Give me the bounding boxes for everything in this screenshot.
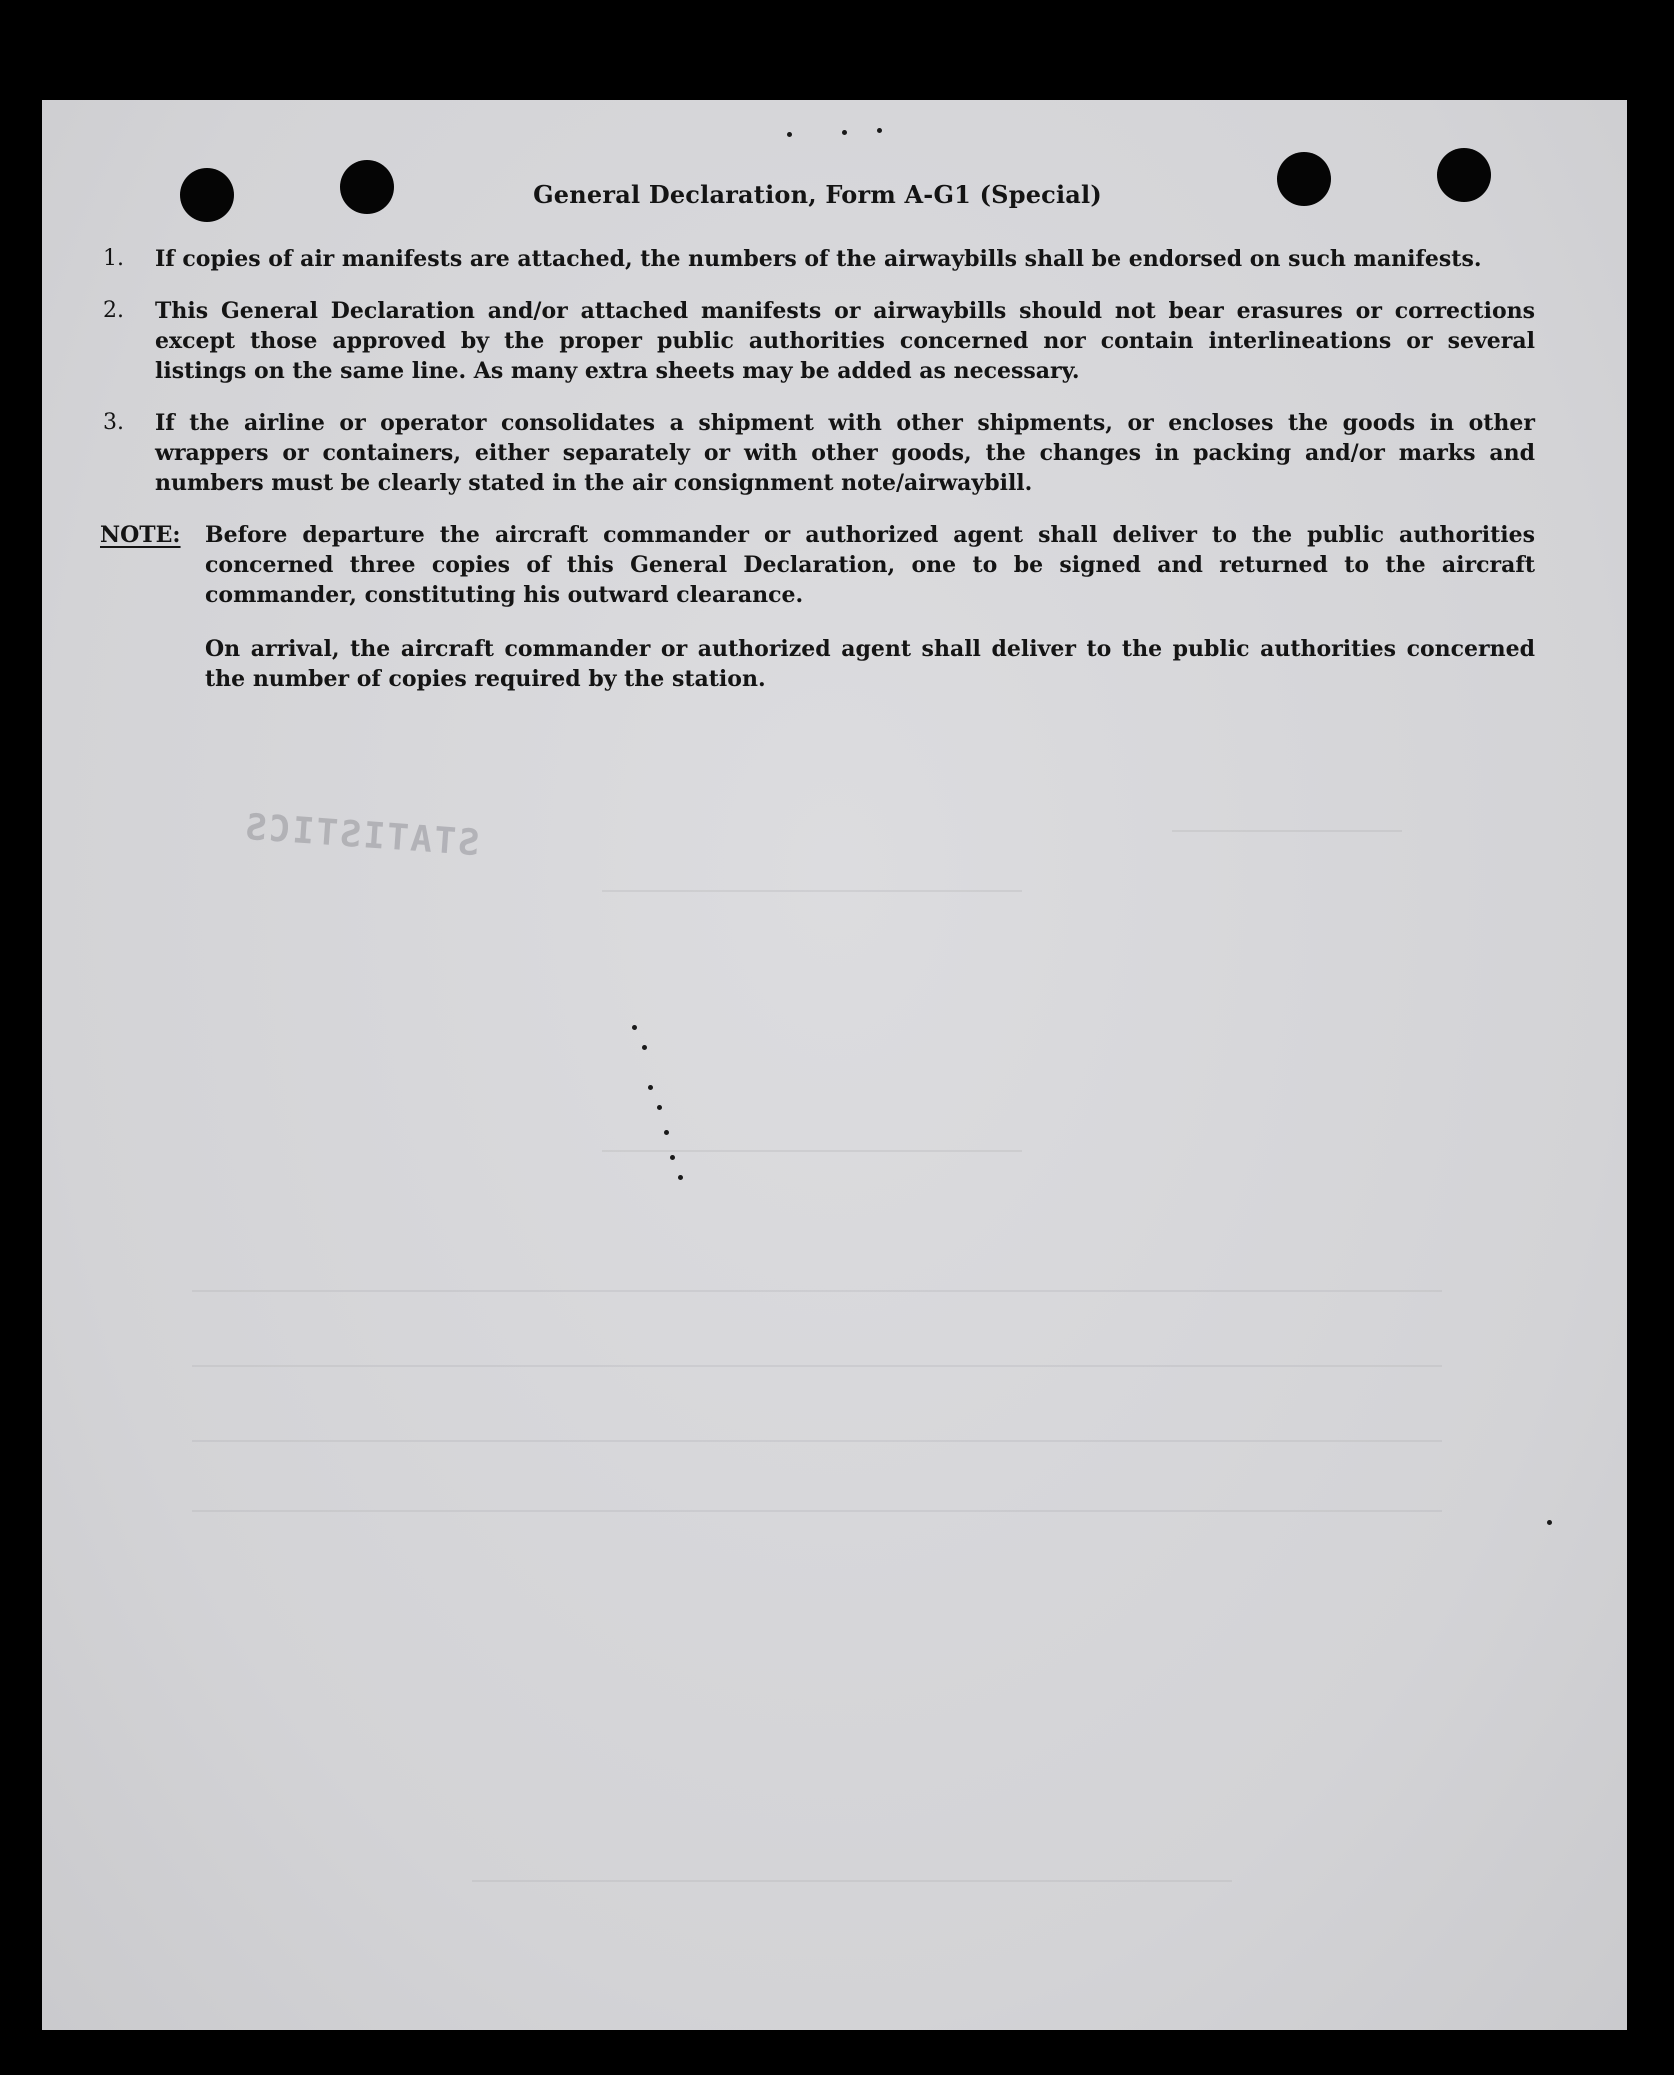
speck	[657, 1105, 662, 1110]
speck	[632, 1025, 637, 1030]
note-section	[100, 520, 1535, 718]
show-through-line	[192, 1365, 1442, 1367]
note-body	[205, 520, 1535, 718]
instruction-number: 1.	[103, 246, 124, 271]
speck	[678, 1175, 683, 1180]
speck	[648, 1085, 653, 1090]
instruction-item-3	[100, 408, 1535, 498]
speck	[877, 128, 882, 133]
show-through-line	[192, 1510, 1442, 1512]
instruction-item-2	[100, 296, 1535, 386]
show-through-line	[602, 890, 1022, 892]
note-label: NOTE:	[100, 522, 181, 548]
show-through-line	[192, 1440, 1442, 1442]
show-through-line	[602, 1150, 1022, 1152]
declaration-instructions	[100, 180, 1535, 718]
instruction-text: If the airline or operator consolidates a shipment with other shipments, or encloses the goods in other wrappers or containers, either separately or with other goods, the changes in packing and/or marks and numbers must be clearly stated in the air consignment note/airwaybill.	[155, 410, 1535, 496]
speck	[664, 1130, 669, 1135]
speck	[642, 1045, 647, 1050]
instruction-number: 3.	[103, 410, 124, 435]
show-through-line	[1172, 830, 1402, 832]
speck	[1547, 1520, 1552, 1525]
instruction-number: 2.	[103, 298, 124, 323]
show-through-line	[472, 1880, 1232, 1882]
note-paragraph-departure: Before departure the aircraft commander or authorized agent shall deliver to the public authorities concerned three copies of this General Declaration, one to be signed and returned to the aircraft commander, constituting his outward clearance.	[205, 522, 1535, 608]
document-title: General Declaration, Form A-G1 (Special)	[533, 180, 1102, 209]
speck	[842, 130, 847, 135]
reversed-stamp-impression: STATISTICS	[241, 806, 481, 865]
speck	[787, 132, 792, 137]
instruction-text: This General Declaration and/or attached manifests or airwaybills should not bear erasures or corrections except those approved by the proper public authorities concerned nor contain interlineations or several listings on the same line. As many extra sheets may be added as necessary.	[155, 298, 1535, 384]
note-paragraph-arrival: On arrival, the aircraft commander or authorized agent shall deliver to the public authorities concerned the number of copies required by the station.	[205, 636, 1535, 692]
show-through-line	[192, 1290, 1442, 1292]
instruction-text: If copies of air manifests are attached, the numbers of the airwaybills shall be endorsed on such manifests.	[155, 246, 1482, 272]
instruction-item-1	[100, 244, 1535, 274]
speck	[670, 1155, 675, 1160]
